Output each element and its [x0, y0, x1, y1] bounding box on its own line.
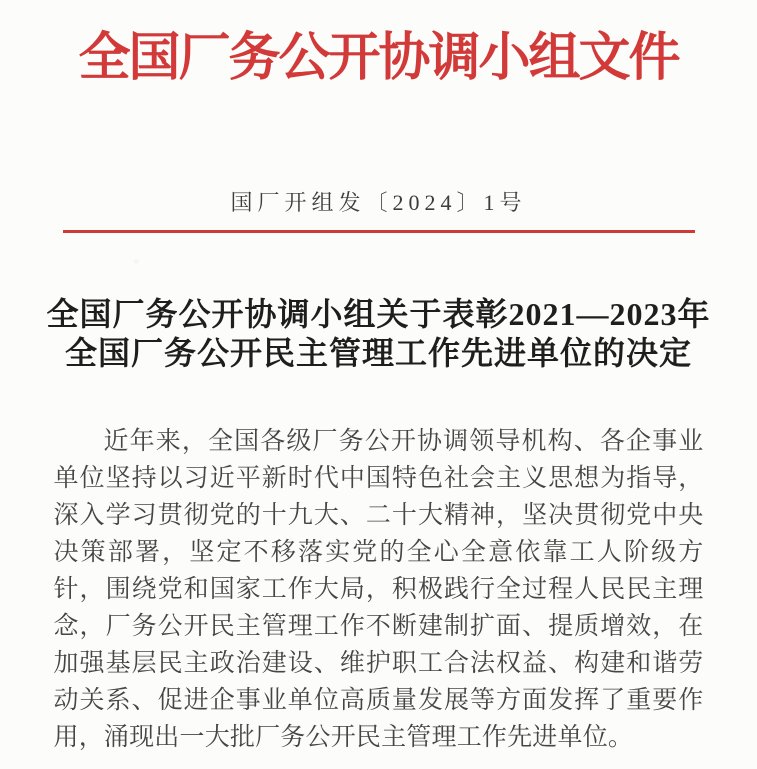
red-divider-line: [63, 230, 695, 233]
document-title-line-1: 全国厂务公开协调小组关于表彰2021—2023年: [46, 296, 711, 332]
document-header-title: 全国厂务公开协调小组文件: [78, 30, 679, 87]
body-paragraph: 近年来，全国各级厂务公开协调领导机构、各企事业单位坚持以习近平新时代中国特色社会主义思想为指导，深入学习贯彻党的十九大、二十大精神，坚决贯彻党中央决策部署，坚定不移落实党的全心全意依靠工人阶级方针，围绕党和国家工作大局，积极践行全过程人民民主理念，厂务公开民主管理工作不断建制扩面、提质增效，在加强基层民主政治建设、维护职工合法权益、构建和谐劳动关系、促进企事业单位高质量发展等方面发挥了重要作用，涌现出一大批厂务公开民主管理工作先进单位。: [53, 428, 704, 751]
document-title: [0, 295, 757, 373]
document-number: 国厂开组发〔2024〕1号: [230, 190, 527, 215]
document-title-line-2: 全国厂务公开民主管理工作先进单位的决定: [64, 335, 692, 371]
